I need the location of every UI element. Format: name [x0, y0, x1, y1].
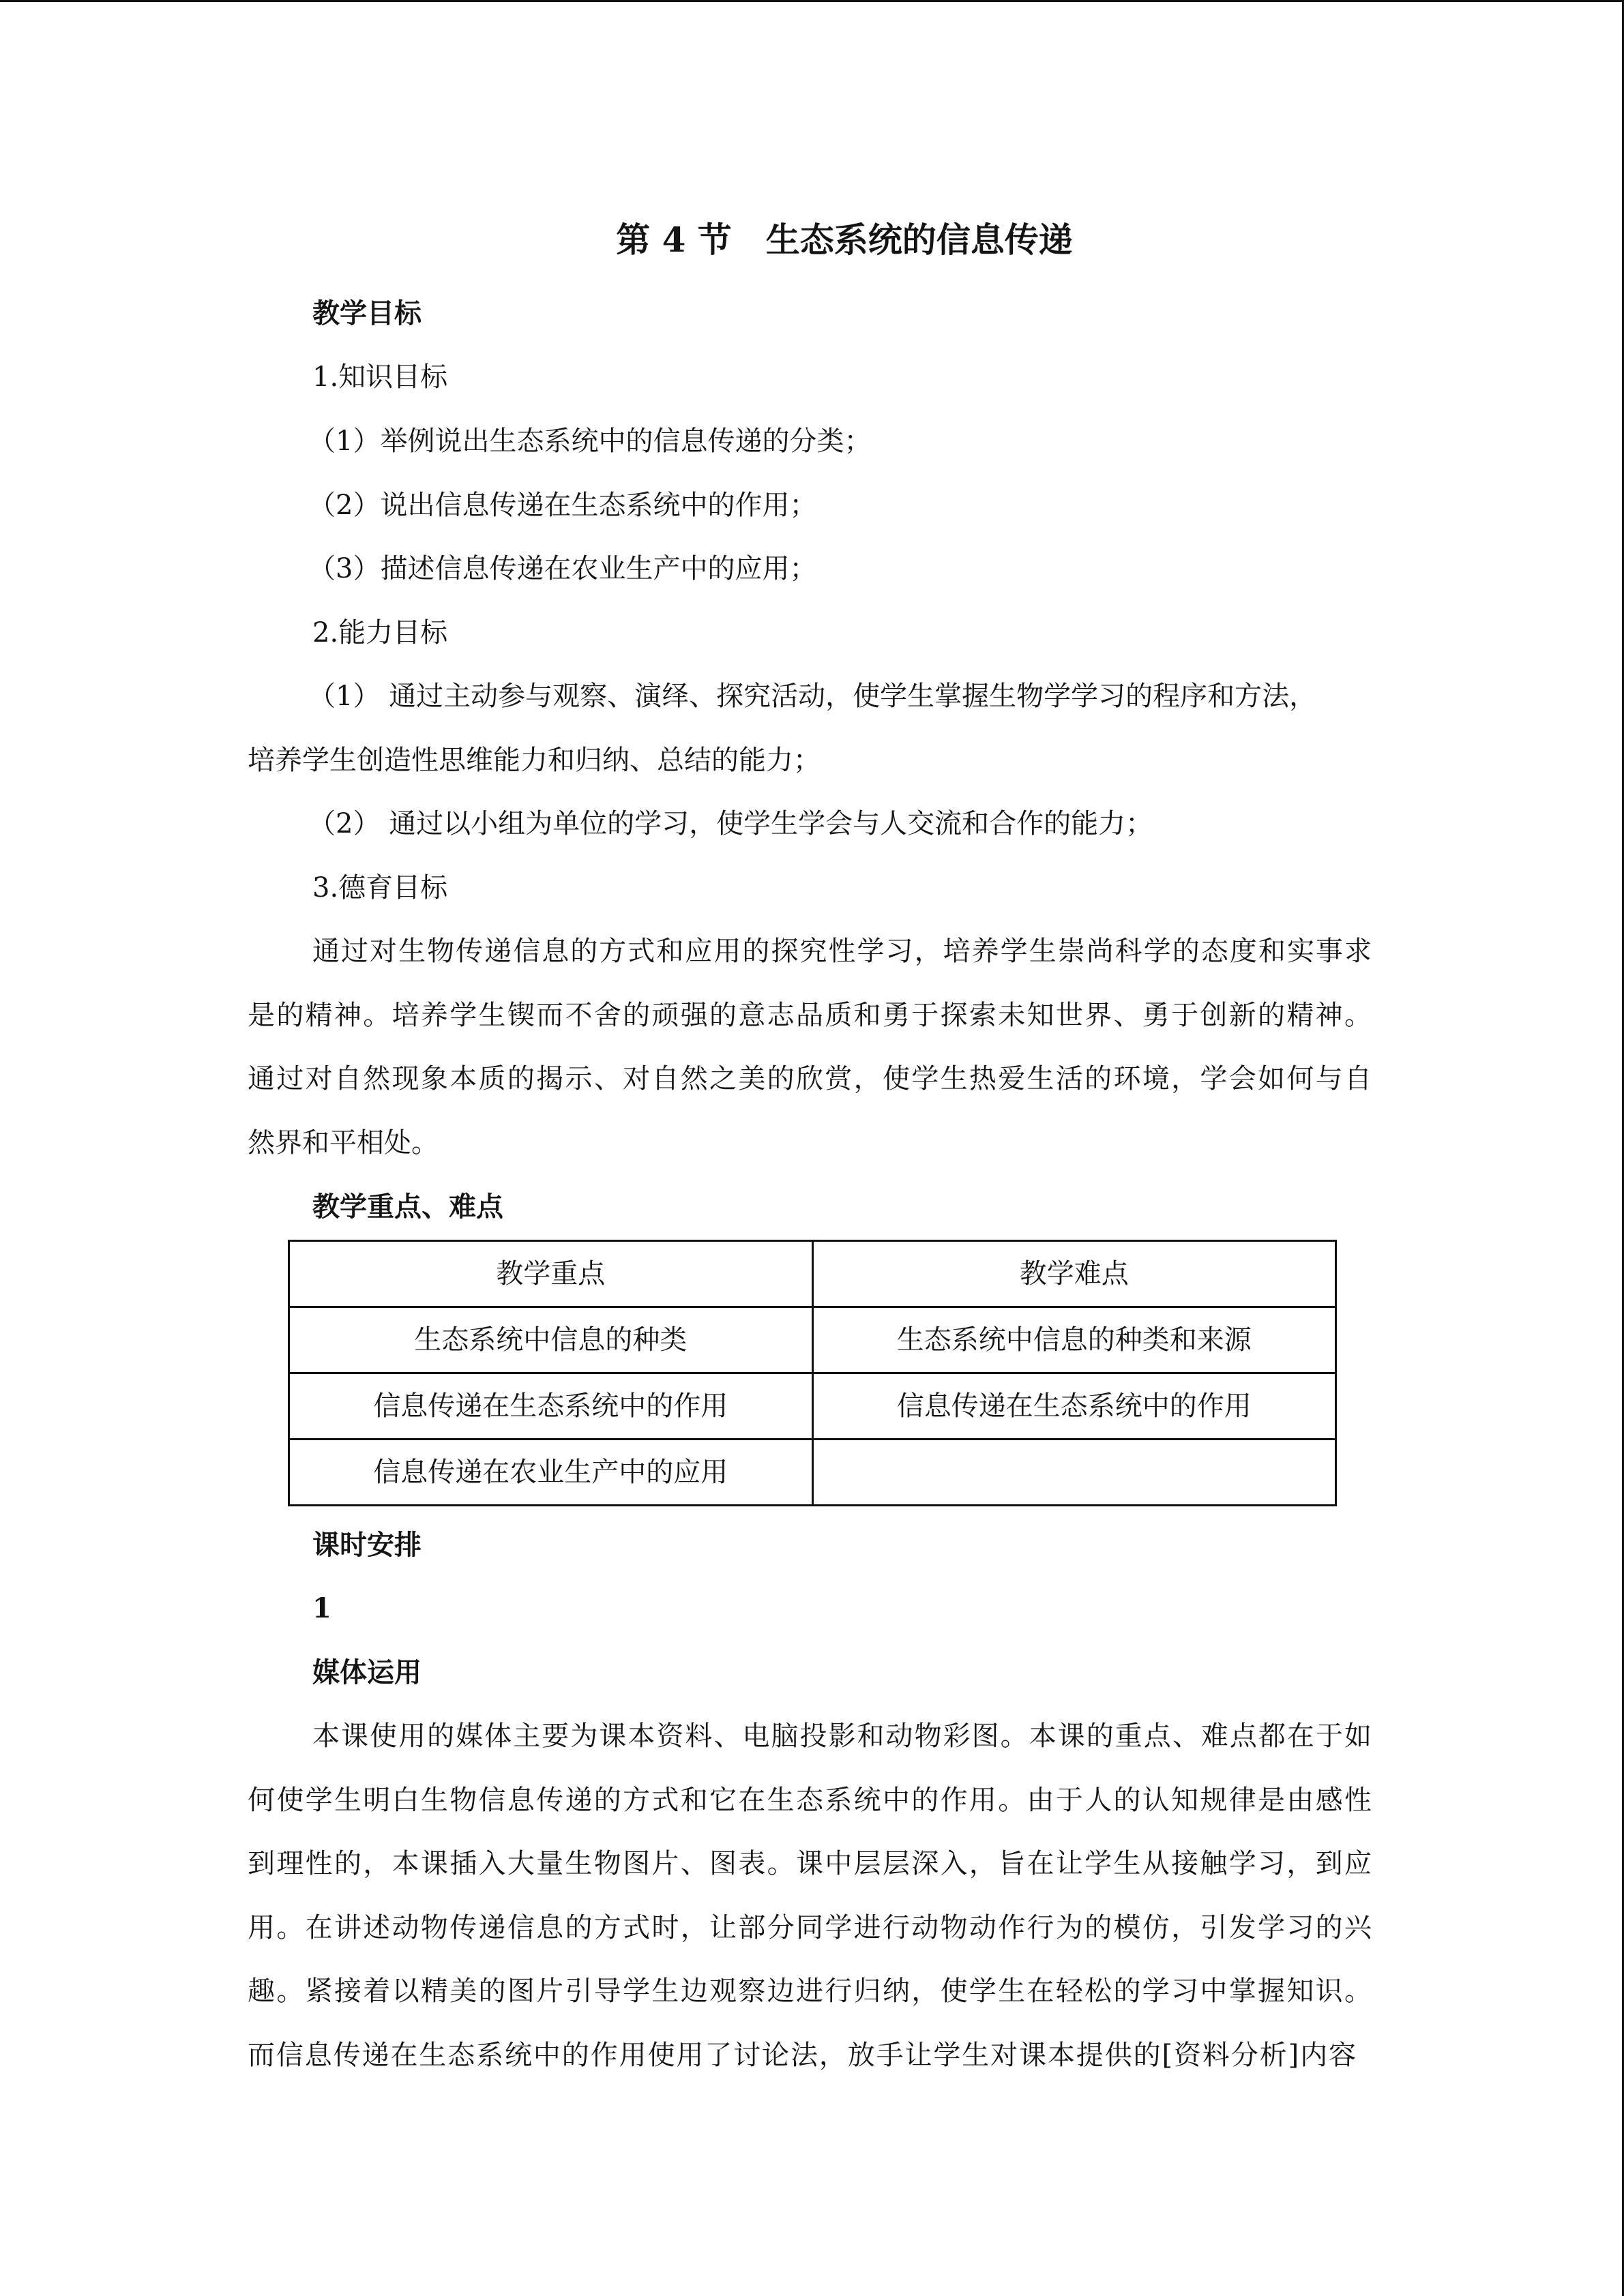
ability-goal-item: （2） 通过以小组为单位的学习，使学生学会与人交流和合作的能力；: [308, 808, 1153, 839]
knowledge-goal-item: （2）说出信息传递在生态系统中的作用；: [308, 490, 817, 521]
moral-goals-paragraph-line: 通过对生物传递信息的方式和应用的探究性学习，培养学生崇尚科学的态度和实事求: [312, 936, 1372, 967]
table-row: [289, 1373, 1336, 1440]
table-row: [289, 1440, 1336, 1506]
goals-heading: 教学目标: [312, 297, 422, 329]
table-row: [289, 1307, 1336, 1373]
moral-goals-paragraph-line: 是的精神。培养学生锲而不舍的顽强的意志品质和勇于探索未知世界、勇于创新的精神。: [248, 1000, 1372, 1031]
ability-goal-item: （1） 通过主动参与观察、演绎、探究活动，使学生掌握生物学学习的程序和方法，: [308, 681, 1317, 712]
media-paragraph-line: 趣。紧接着以精美的图片引导学生边观察边进行归纳，使学生在轻松的学习中掌握知识。: [248, 1976, 1372, 2007]
schedule-heading: 课时安排: [312, 1529, 422, 1561]
page-border-top: [0, 0, 1624, 2]
table-header-cell: 教学难点: [812, 1241, 1336, 1307]
table-cell: 生态系统中信息的种类: [289, 1307, 813, 1373]
keypoints-table: [288, 1240, 1337, 1506]
keypoints-heading: 教学重点、难点: [312, 1191, 503, 1223]
moral-goals-paragraph-line: 通过对自然现象本质的揭示、对自然之美的欣赏，使学生热爱生活的环境，学会如何与自: [248, 1063, 1372, 1094]
knowledge-goal-item: （3）描述信息传递在农业生产中的应用；: [308, 553, 817, 584]
ability-goal-item-continued: 培养学生创造性思维能力和归纳、总结的能力；: [248, 745, 821, 776]
media-paragraph-line: 而信息传递在生态系统中的作用使用了讨论法，放手让学生对课本提供的[资料分析]内容: [248, 2040, 1356, 2071]
table-cell: [812, 1440, 1336, 1506]
table-cell: 信息传递在生态系统中的作用: [289, 1373, 813, 1440]
knowledge-goals-label: 1.知识目标: [312, 361, 448, 393]
ability-goals-label: 2.能力目标: [312, 617, 448, 648]
page-title: 第 4 节 生态系统的信息传递: [616, 220, 1073, 260]
media-paragraph-line: 到理性的，本课插入大量生物图片、图表。课中层层深入，旨在让学生从接触学习，到应: [248, 1848, 1372, 1879]
media-paragraph-line: 何使学生明白生物信息传递的方式和它在生态系统中的作用。由于人的认知规律是由感性: [248, 1785, 1372, 1816]
schedule-value: 1: [312, 1592, 331, 1624]
media-paragraph-line: 本课使用的媒体主要为课本资料、电脑投影和动物彩图。本课的重点、难点都在于如: [312, 1720, 1372, 1752]
knowledge-goal-item: （1）举例说出生态系统中的信息传递的分类；: [308, 426, 872, 457]
media-heading: 媒体运用: [312, 1656, 422, 1688]
media-paragraph-line: 用。在讲述动物传递信息的方式时，让部分同学进行动物动作行为的模仿，引发学习的兴: [248, 1912, 1372, 1943]
table-header-row: [289, 1241, 1336, 1307]
table-cell: 信息传递在生态系统中的作用: [812, 1373, 1336, 1440]
table-cell: 信息传递在农业生产中的应用: [289, 1440, 813, 1506]
moral-goals-paragraph-line: 然界和平相处。: [248, 1127, 439, 1159]
moral-goals-label: 3.德育目标: [312, 872, 448, 904]
table-header-cell: 教学重点: [289, 1241, 813, 1307]
table-cell: 生态系统中信息的种类和来源: [812, 1307, 1336, 1373]
